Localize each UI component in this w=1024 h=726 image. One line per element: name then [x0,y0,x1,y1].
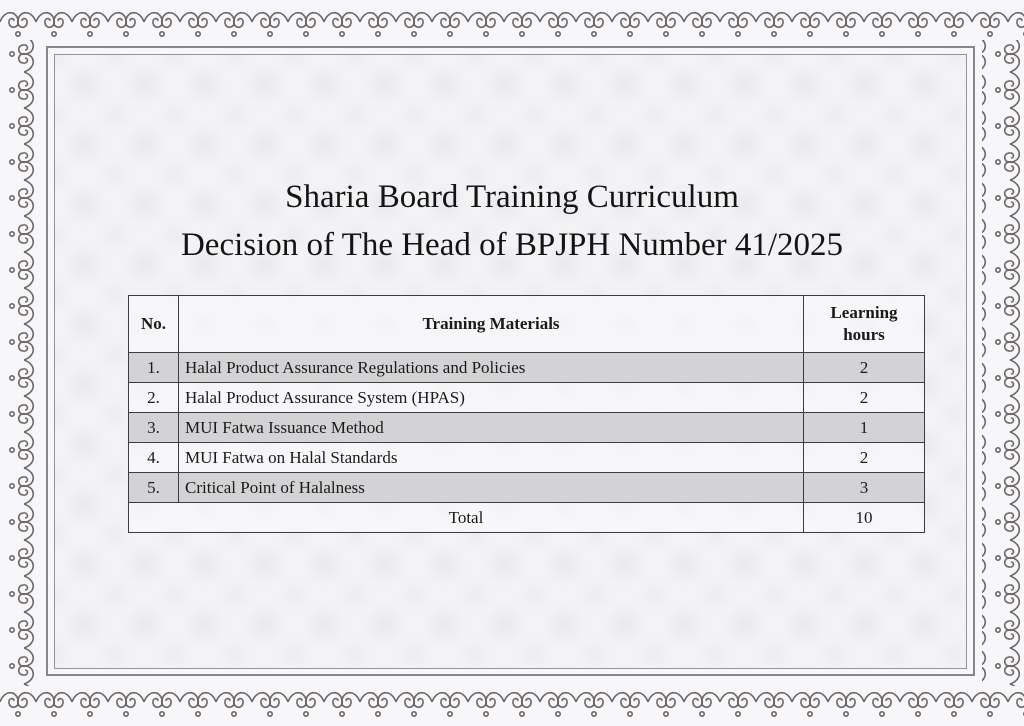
total-hours: 10 [804,503,925,533]
header-learning-hours: Learning hours [804,296,925,353]
document-title: Sharia Board Training Curriculum [285,179,739,216]
table-header-row [129,296,925,353]
table-row [129,443,925,473]
row-number: 3. [129,413,179,443]
row-number: 5. [129,473,179,503]
row-material: Halal Product Assurance Regulations and Policies [179,353,804,383]
curriculum-table [128,295,925,533]
row-material: Halal Product Assurance System (HPAS) [179,383,804,413]
row-number: 2. [129,383,179,413]
table-row [129,413,925,443]
header-no: No. [129,296,179,353]
row-material: Critical Point of Halalness [179,473,804,503]
table-row [129,353,925,383]
row-number: 1. [129,353,179,383]
row-material: MUI Fatwa Issuance Method [179,413,804,443]
row-hours: 2 [804,353,925,383]
row-hours: 3 [804,473,925,503]
table-row [129,473,925,503]
table-row [129,383,925,413]
table-total-row [129,503,925,533]
row-number: 4. [129,443,179,473]
header-training-materials: Training Materials [179,296,804,353]
document-subtitle: Decision of The Head of BPJPH Number 41/2025 [180,227,844,264]
row-material: MUI Fatwa on Halal Standards [179,443,804,473]
total-label: Total [129,503,804,533]
row-hours: 2 [804,443,925,473]
row-hours: 1 [804,413,925,443]
row-hours: 2 [804,383,925,413]
